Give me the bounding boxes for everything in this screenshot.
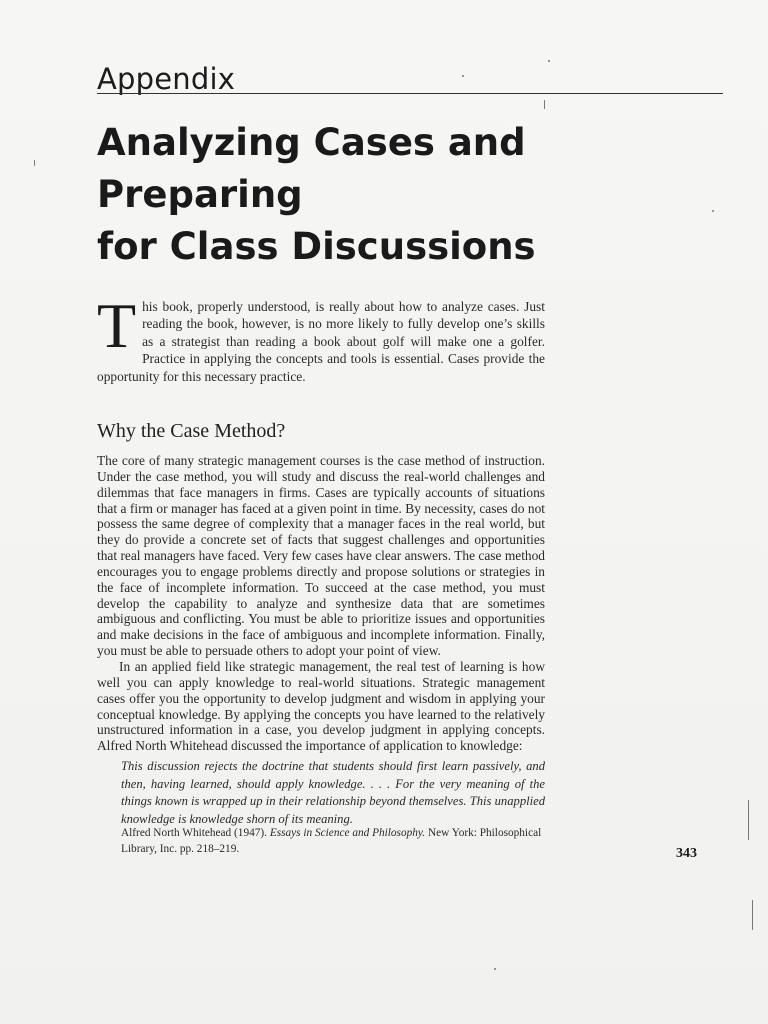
citation-title: Essays in Science and Philosophy. — [269, 827, 426, 839]
scan-speck — [544, 100, 545, 109]
scan-speck — [494, 968, 496, 970]
chapter-title — [97, 117, 657, 273]
body-paragraph-1: The core of many strategic management courses is the case method of instruction. Under the case method, you will study and discuss the real-world challenges and dilemmas that face managers in firms. Cases are typically accounts of situations that a firm or manager has faced at a given point in time. By necessity, cases do not possess the same degree of complexity that a manager faces in the real world, but they do provide a concrete set of facts that suggest challenges and opportunities that real managers have faced. Very few cases have clear answers. The case method encourages you to engage problems directly and propose solutions or strategies in the face of incomplete information. To succeed at the case method, you must develop the capability to analyze and synthesize data that are sometimes ambiguous and conflicting. You must be able to prioritize issues and opportunities and make decisions in the face of ambiguous and incomplete information. Finally, you must be able to persuade others to adopt your point of view. — [97, 453, 545, 659]
scan-speck — [748, 800, 749, 840]
appendix-label: Appendix — [97, 62, 236, 96]
intro-text: his book, properly understood, is really about how to analyze cases. Just reading the book, however, is no more likely to fully develop one’s skills as a strategist than reading a book about golf will make one a golfer. Practice in applying the concepts and tools is essential. Cases provide the opportunity for this necessary practice. — [97, 299, 545, 384]
scan-speck — [548, 60, 550, 62]
scan-speck — [34, 160, 35, 166]
scan-speck — [752, 900, 753, 930]
citation-publisher: New York: Philosophical Library, Inc. pp. 218–219. — [121, 827, 542, 855]
chapter-title-line-1: Analyzing Cases and — [97, 121, 526, 164]
body-text — [97, 453, 545, 754]
citation-author: Alfred North Whitehead (1947). — [121, 827, 267, 839]
header-rule — [97, 93, 723, 94]
block-quote: This discussion rejects the doctrine that students should first learn passively, and then, having learned, should apply knowledge. . . . For the very meaning of the things known is wrapped up in their relationship beyond themselves. This unapplied knowledge is knowledge shorn of its meaning. — [121, 759, 545, 826]
intro-paragraph — [97, 290, 545, 385]
scan-speck — [462, 75, 464, 77]
chapter-title-line-3: for Class Discussions — [97, 225, 536, 268]
section-heading: Why the Case Method? — [97, 420, 286, 442]
chapter-title-line-2: Preparing — [97, 173, 303, 216]
quote-citation — [121, 826, 545, 857]
scan-speck — [712, 210, 714, 212]
body-paragraph-2: In an applied field like strategic management, the real test of learning is how well you can apply knowledge to real-world situations. Strategic management cases offer you the opportunity to develop judgment and wisdom in applying your conceptual knowledge. By applying the concepts you have learned to the relatively unstructured information in a case, you develop judgment in applying concepts. Alfred North Whitehead discussed the importance of application to knowledge: — [97, 658, 545, 754]
drop-cap: T — [97, 290, 137, 361]
page-number: 343 — [676, 846, 697, 861]
